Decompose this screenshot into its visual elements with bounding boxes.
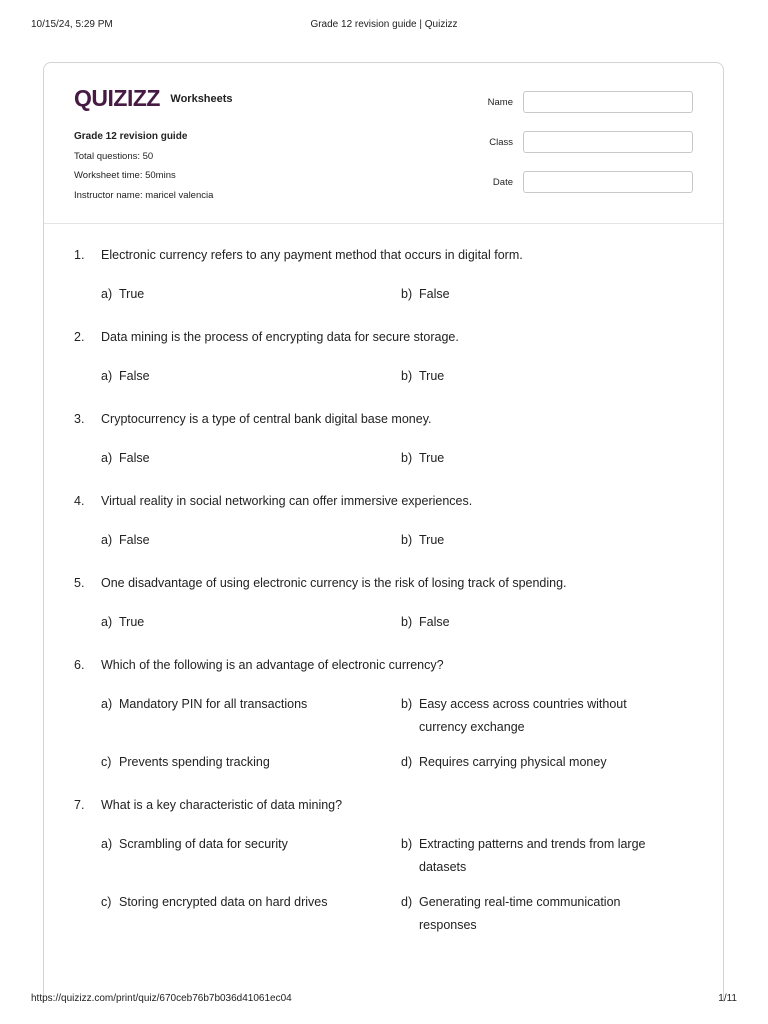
answer-option[interactable] (374, 611, 674, 634)
question-text: What is a key characteristic of data mining? (101, 798, 343, 812)
class-label: Class (489, 137, 513, 148)
option-text: True (119, 615, 145, 629)
answer-options (74, 693, 704, 774)
answer-option[interactable] (374, 529, 674, 552)
option-row (74, 891, 704, 937)
option-text: Easy access across countries without currency exchange (419, 697, 627, 734)
option-letter: b) (401, 533, 413, 547)
option-text: Requires carrying physical money (419, 755, 607, 769)
answer-options (74, 365, 704, 388)
answer-option[interactable] (374, 833, 674, 879)
question-text: One disadvantage of using electronic currency is the risk of losing track of spending. (101, 576, 567, 590)
answer-options (74, 833, 704, 937)
option-letter: a) (101, 697, 113, 711)
print-url: https://quizizz.com/print/quiz/670ceb76b7b036d41061ec04 (31, 993, 292, 1004)
answer-options (74, 283, 704, 306)
answer-option[interactable] (374, 365, 674, 388)
name-field-row (473, 91, 693, 115)
print-footer (31, 993, 737, 1007)
answer-options (74, 447, 704, 470)
question-stem (74, 796, 704, 814)
option-letter: c) (101, 895, 112, 909)
name-input[interactable] (523, 91, 693, 113)
option-letter: a) (101, 369, 113, 383)
class-input[interactable] (523, 131, 693, 153)
option-letter: d) (401, 755, 413, 769)
question-text: Data mining is the process of encrypting data for secure storage. (101, 330, 459, 344)
option-row (74, 751, 704, 774)
question-number: 4. (74, 494, 85, 508)
question-stem (74, 492, 704, 510)
question-stem (74, 410, 704, 428)
question-item (74, 328, 704, 388)
option-text: Extracting patterns and trends from large datasets (419, 837, 646, 874)
date-field-row (473, 171, 693, 195)
worksheet-time: Worksheet time: 50mins (74, 170, 176, 181)
question-number: 7. (74, 798, 85, 812)
worksheet-title: Grade 12 revision guide (74, 131, 188, 142)
worksheet-header (44, 63, 723, 224)
quizizz-logo: QUIZIZZ (74, 85, 160, 111)
option-letter: a) (101, 533, 113, 547)
answer-option[interactable] (74, 891, 374, 937)
answer-options (74, 529, 704, 552)
option-text: True (419, 533, 445, 547)
answer-option[interactable] (74, 693, 374, 739)
option-letter: a) (101, 837, 113, 851)
question-stem (74, 656, 704, 674)
answer-option[interactable] (74, 751, 374, 774)
option-letter: b) (401, 615, 413, 629)
class-field-row (473, 131, 693, 155)
print-page-title: Grade 12 revision guide | Quizizz (310, 19, 458, 30)
answer-option[interactable] (374, 891, 674, 937)
option-text: True (119, 287, 145, 301)
question-stem (74, 328, 704, 346)
page-number: 1/11 (718, 993, 737, 1004)
option-row (74, 693, 704, 739)
option-text: False (419, 615, 450, 629)
option-letter: c) (101, 755, 112, 769)
print-datetime: 10/15/24, 5:29 PM (31, 19, 113, 30)
answer-option[interactable] (374, 751, 674, 774)
question-item (74, 410, 704, 470)
answer-option[interactable] (374, 693, 674, 739)
answer-option[interactable] (74, 611, 374, 634)
answer-option[interactable] (374, 447, 674, 470)
student-fields (473, 91, 693, 211)
answer-option[interactable] (74, 447, 374, 470)
question-text: Electronic currency refers to any payment method that occurs in digital form. (101, 248, 523, 262)
answer-option[interactable] (74, 283, 374, 306)
question-text: Which of the following is an advantage of electronic currency? (101, 658, 444, 672)
option-letter: b) (401, 697, 413, 711)
print-header (31, 19, 737, 33)
option-letter: a) (101, 615, 113, 629)
question-text: Cryptocurrency is a type of central bank digital base money. (101, 412, 432, 426)
option-letter: b) (401, 369, 413, 383)
answer-option[interactable] (74, 833, 374, 879)
answer-options (74, 611, 704, 634)
option-letter: b) (401, 451, 413, 465)
question-number: 2. (74, 330, 85, 344)
worksheet-meta (74, 127, 213, 205)
question-item (74, 492, 704, 552)
answer-option[interactable] (74, 529, 374, 552)
question-number: 6. (74, 658, 85, 672)
option-text: Scrambling of data for security (119, 837, 288, 851)
option-row (74, 611, 704, 634)
option-row (74, 447, 704, 470)
answer-option[interactable] (374, 283, 674, 306)
option-text: False (119, 451, 150, 465)
name-label: Name (487, 97, 513, 108)
total-questions: Total questions: 50 (74, 150, 154, 162)
worksheet-card (43, 62, 724, 1002)
question-stem (74, 574, 704, 592)
question-text: Virtual reality in social networking can offer immersive experiences. (101, 494, 473, 508)
option-row (74, 833, 704, 879)
instructor-name: Instructor name: maricel valencia (74, 189, 214, 201)
option-text: Mandatory PIN for all transactions (119, 697, 308, 711)
option-letter: a) (101, 287, 113, 301)
option-letter: b) (401, 837, 413, 851)
question-item (74, 574, 704, 634)
option-text: Storing encrypted data on hard drives (119, 895, 328, 909)
option-row (74, 529, 704, 552)
date-label: Date (492, 177, 513, 188)
option-text: Prevents spending tracking (119, 755, 270, 769)
question-item (74, 246, 704, 306)
question-item (74, 796, 704, 937)
option-letter: b) (401, 287, 413, 301)
option-letter: d) (401, 895, 413, 909)
question-stem (74, 246, 704, 264)
option-text: False (419, 287, 450, 301)
option-text: True (419, 369, 445, 383)
brand-subtitle: Worksheets (170, 92, 233, 105)
question-item (74, 656, 704, 774)
question-number: 5. (74, 576, 85, 590)
option-text: False (119, 533, 150, 547)
answer-option[interactable] (74, 365, 374, 388)
question-number: 3. (74, 412, 85, 426)
date-input[interactable] (523, 171, 693, 193)
option-row (74, 365, 704, 388)
brand (74, 85, 233, 111)
question-list (74, 246, 704, 959)
question-number: 1. (74, 248, 85, 262)
option-row (74, 283, 704, 306)
option-text: True (419, 451, 445, 465)
option-letter: a) (101, 451, 113, 465)
option-text: Generating real-time communication responses (419, 895, 621, 932)
option-text: False (119, 369, 150, 383)
